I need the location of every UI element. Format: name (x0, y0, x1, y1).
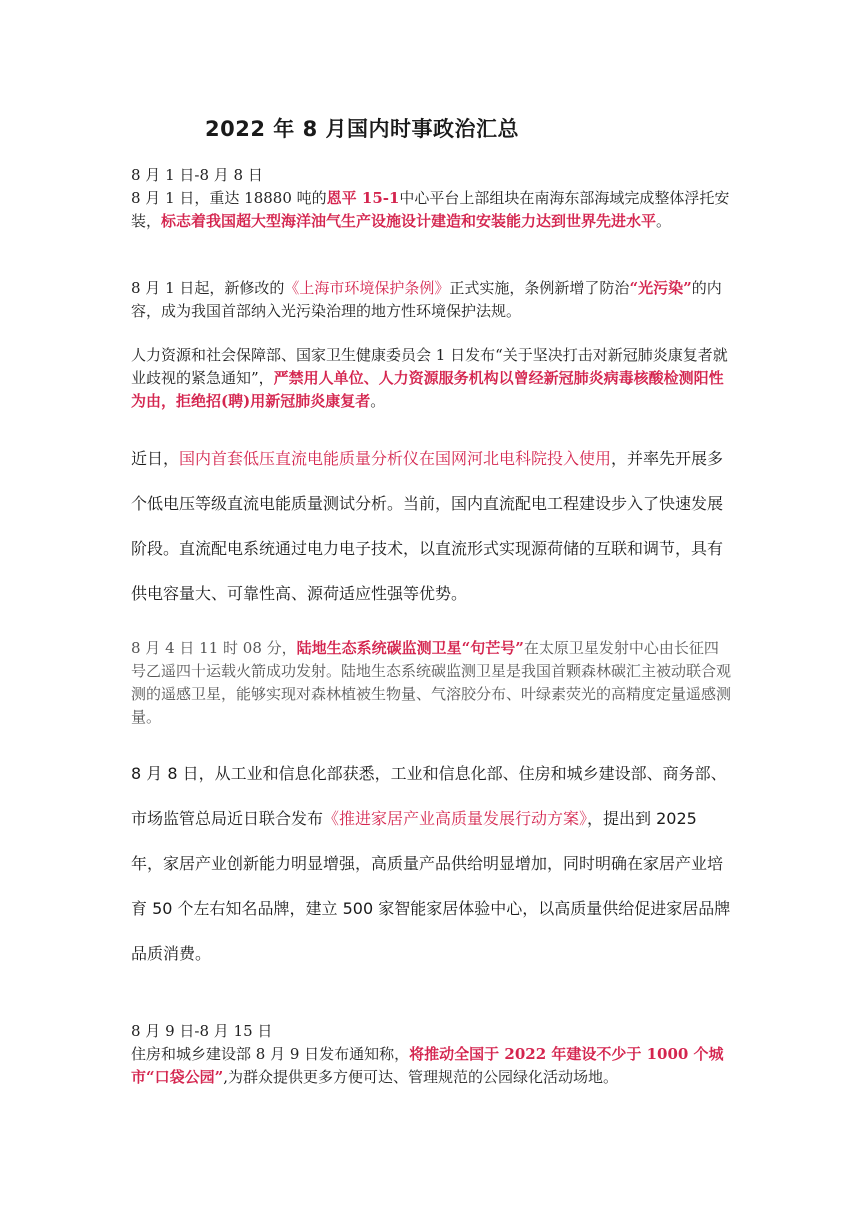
highlight-text: 将推动全国于 2022 年建设不少于 1000 个城市“口袋公园” (131, 1045, 724, 1086)
date-range-week1: 8 月 1 日-8 月 8 日 (131, 166, 263, 184)
highlight-text: 恩平 15-1 (326, 189, 400, 207)
highlight-text: 严禁用人单位、人力资源服务机构以曾经新冠肺炎病毒核酸检测阳性为由，拒绝招(聘)用新冠肺炎康复者 (131, 369, 724, 410)
highlight-text: 国内首套低压直流电能质量分析仪在国网河北电科院投入使用 (179, 449, 612, 468)
news-item-dc-power-analyzer: 近日，国内首套低压直流电能质量分析仪在国网河北电科院投入使用，并率先开展多个低电压等级直流电能质量测试分析。当前，国内直流配电工程建设步入了快速发展阶段。直流配电系统通过电力电子技术，以直流形式实现源荷储的互联和调节，具有供电容量大、可靠性高、源荷适应性强等优势。 (131, 449, 724, 603)
highlight-text: 标志着我国超大型海洋油气生产设施设计建造和安装能力达到世界先进水平 (161, 212, 657, 230)
news-item-enping: 8 月 1 日，重达 18880 吨的恩平 15-1中心平台上部组块在南海东部海域完成整体浮托安装，标志着我国超大型海洋油气生产设施设计建造和安装能力达到世界先进水平。 (131, 189, 730, 230)
news-item-covid-employment: 人力资源和社会保障部、国家卫生健康委员会 1 日发布“关于坚决打击对新冠肺炎康复者就业歧视的紧急通知”，严禁用人单位、人力资源服务机构以曾经新冠肺炎病毒核酸检测阳性为由，拒绝招(聘)用新冠肺炎康复者。 (131, 346, 728, 410)
news-item-shanghai-regulation: 8 月 1 日起，新修改的《上海市环境保护条例》正式实施，条例新增了防治“光污染”的内容，成为我国首部纳入光污染治理的地方性环境保护法规。 (131, 279, 722, 320)
highlight-text: 《推进家居产业高质量发展行动方案》 (323, 809, 588, 828)
highlight-text: 陆地生态系统碳监测卫星“句芒号” (296, 639, 524, 657)
news-item-carbon-satellite: 8 月 4 日 11 时 08 分，陆地生态系统碳监测卫星“句芒号”在太原卫星发射中心由长征四号乙遥四十运载火箭成功发射。陆地生态系统碳监测卫星是我国首颗森林碳汇主被动联合观测的遥感卫星，能够实现对森林植被生物量、气溶胶分布、叶绿素荧光的高精度定量遥感测量。 (131, 639, 732, 726)
news-item-home-industry-plan: 8 月 8 日，从工业和信息化部获悉，工业和信息化部、住房和城乡建设部、商务部、市场监管总局近日联合发布《推进家居产业高质量发展行动方案》，提出到 2025 年，家居产业创新能力明显增强，高质量产品供给明显增加，同时明确在家居产业培育 50 个左右知名品牌，建立 500 家智能家居体验中心，以高质量供给促进家居品牌品质消费。 (131, 764, 731, 963)
highlight-text: “光污染” (629, 279, 692, 297)
date-range-week2: 8 月 9 日-8 月 15 日 (131, 1022, 273, 1040)
news-item-pocket-parks: 住房和城乡建设部 8 月 9 日发布通知称，将推动全国于 2022 年建设不少于 1000 个城市“口袋公园”,为群众提供更多方便可达、管理规范的公园绿化活动场地。 (131, 1045, 724, 1086)
page-title: 2022 年 8 月国内时事政治汇总 (205, 117, 519, 141)
highlight-text: 《上海市环境保护条例》 (284, 279, 450, 297)
